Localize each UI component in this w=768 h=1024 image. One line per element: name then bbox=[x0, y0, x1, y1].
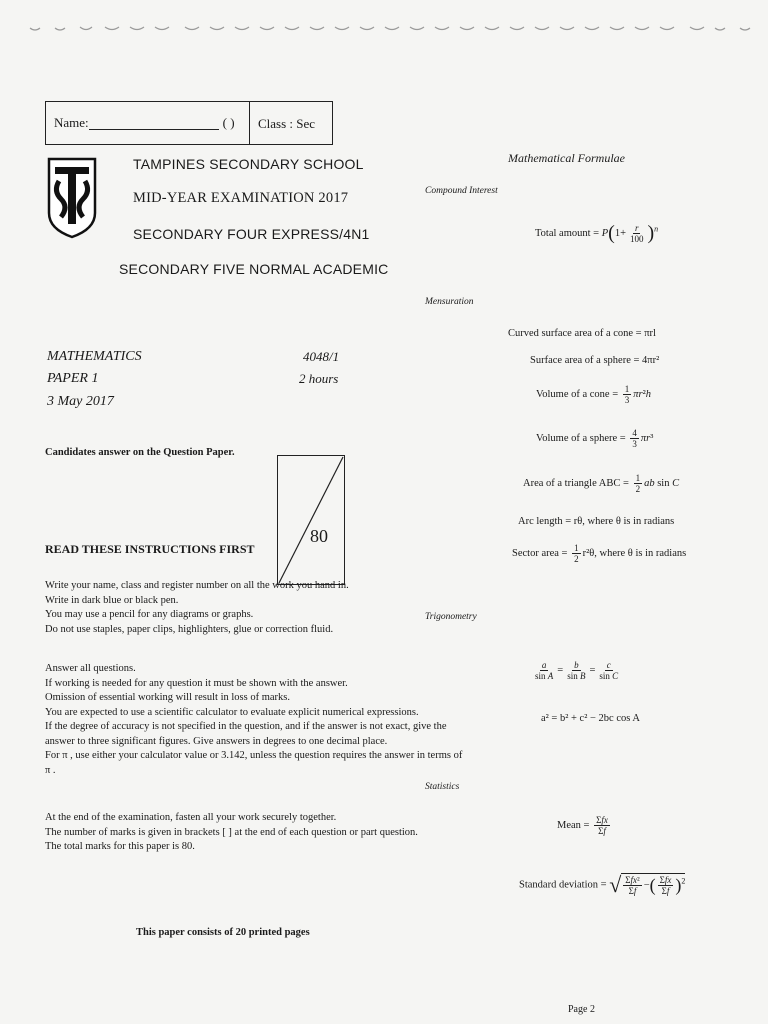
instruction-line: You are expected to use a scientific calculator to evaluate explicit numerical expressions. bbox=[45, 706, 419, 718]
instructions-heading: READ THESE INSTRUCTIONS FIRST bbox=[45, 542, 255, 556]
class-field[interactable] bbox=[258, 132, 280, 145]
class-label: Class : Sec bbox=[258, 116, 316, 131]
sine-rule-formula: $\frac{a}{\text{sin A}}$ = $\frac{b}{\text{sin B}}$ = $\frac{c}{\text{sin C}}$ bbox=[535, 660, 619, 681]
total-marks-box bbox=[277, 455, 345, 585]
cosine-rule-formula: a² = b² + c² − 2bc cos A bbox=[541, 713, 640, 724]
cone-volume-formula: Volume of a cone = $\frac{1}{3}$ πr²h bbox=[536, 384, 652, 405]
trigonometry-heading: Trigonometry bbox=[425, 612, 477, 622]
paper-number: PAPER 1 bbox=[47, 371, 99, 386]
school-crest-logo bbox=[47, 157, 97, 239]
mean-label: Mean = bbox=[557, 819, 590, 831]
sector-area-label: Sector area = bbox=[512, 547, 568, 559]
duration: 2 hours bbox=[299, 371, 339, 386]
total-marks-value: 80 bbox=[310, 526, 328, 546]
instruction-line: π . bbox=[45, 764, 56, 776]
instruction-line: At the end of the examination, fasten all your work securely together. bbox=[45, 812, 337, 823]
total-amount-label: Total amount = bbox=[535, 227, 600, 239]
mean-formula: Mean = $\frac{\text{Σfx}}{\Sigma f}$ bbox=[557, 815, 608, 836]
formulae-title: Mathematical Formulae bbox=[508, 151, 625, 165]
instruction-line: You may use a pencil for any diagrams or graphs. bbox=[45, 609, 254, 620]
triangle-area-label: Area of a triangle ABC = bbox=[523, 477, 629, 489]
page-number: Page 2 bbox=[568, 1004, 595, 1015]
marks-diagonal bbox=[277, 455, 345, 585]
instruction-line: The total marks for this paper is 80. bbox=[45, 841, 195, 852]
instruction-line: Write in dark blue or black pen. bbox=[45, 594, 179, 606]
instruction-line: The number of marks is given in brackets [ ] at the end of each question or part question. bbox=[45, 826, 418, 838]
instructions-block-2 bbox=[45, 662, 462, 778]
sd-label: Standard deviation = bbox=[519, 879, 607, 891]
instruction-line: If the degree of accuracy is not specified in the question, and if the answer is not exact, give the bbox=[45, 721, 447, 732]
sector-area-formula: Sector area = $\frac{1}{2}$ r²θ, where θ is in radians bbox=[512, 543, 687, 564]
instruction-line: answer to three significant figures. Give answers in degrees to one decimal place. bbox=[45, 735, 388, 747]
instruction-line: For π , use either your calculator value or 3.142, unless the question requires the answer in terms of bbox=[45, 750, 463, 761]
sphere-surface-area: Surface area of a sphere = 4πr² bbox=[530, 355, 660, 366]
paper-code: 4048/1 bbox=[303, 349, 340, 364]
name-field[interactable] bbox=[89, 117, 219, 130]
sphere-volume-label: Volume of a sphere = bbox=[536, 432, 626, 444]
level-line-1: SECONDARY FOUR EXPRESS/4N1 bbox=[133, 226, 370, 242]
instruction-line: Write your name, class and register number on all the work you hand in. bbox=[45, 580, 349, 591]
instructions-block-1 bbox=[45, 579, 349, 637]
sector-area-tail: r²θ, where θ is in radians bbox=[582, 547, 687, 559]
instruction-line: If working is needed for any question it must be shown with the answer. bbox=[45, 677, 348, 689]
cone-curved-surface-area: Curved surface area of a cone = πrl bbox=[508, 328, 656, 339]
name-label: Name: bbox=[54, 115, 89, 130]
register-number-label: ( ) bbox=[222, 115, 235, 130]
binding-holes-strip bbox=[0, 14, 768, 40]
page-count-note: This paper consists of 20 printed pages bbox=[136, 927, 310, 938]
candidates-note: Candidates answer on the Question Paper. bbox=[45, 447, 235, 458]
triangle-area-formula: Area of a triangle ABC = $\frac{1}{2}$ ab sin C bbox=[523, 473, 680, 494]
subject: MATHEMATICS bbox=[47, 349, 142, 364]
school-name: TAMPINES SECONDARY SCHOOL bbox=[133, 156, 364, 172]
exam-title: MID-YEAR EXAMINATION 2017 bbox=[133, 190, 349, 206]
name-class-box bbox=[45, 101, 333, 145]
exam-date: 3 May 2017 bbox=[47, 394, 114, 409]
standard-deviation-formula: Standard deviation = √ $\frac{\text{Σfx²}}{\Sigma f}$ −( $\frac{\text{Σfx}}{\Sigma f}$ )$^2$ bbox=[519, 872, 686, 897]
compound-interest-formula: Total amount = P(1+ $\frac{r}{100}$ )$^n$ bbox=[535, 222, 659, 244]
compound-interest-heading: Compound Interest bbox=[425, 186, 498, 196]
mensuration-heading: Mensuration bbox=[425, 297, 474, 307]
level-line-2: SECONDARY FIVE NORMAL ACADEMIC bbox=[119, 261, 389, 277]
instruction-line: Omission of essential working will result in loss of marks. bbox=[45, 692, 290, 703]
arc-length-formula: Arc length = rθ, where θ is in radians bbox=[518, 516, 675, 527]
cone-volume-label: Volume of a cone = bbox=[536, 388, 619, 400]
sphere-volume-formula: Volume of a sphere = $\frac{4}{3}$ πr³ bbox=[536, 428, 654, 449]
instructions-block-3 bbox=[45, 811, 418, 855]
statistics-heading: Statistics bbox=[425, 782, 460, 792]
instruction-line: Do not use staples, paper clips, highlighters, glue or correction fluid. bbox=[45, 623, 334, 635]
instruction-line: Answer all questions. bbox=[45, 663, 136, 674]
